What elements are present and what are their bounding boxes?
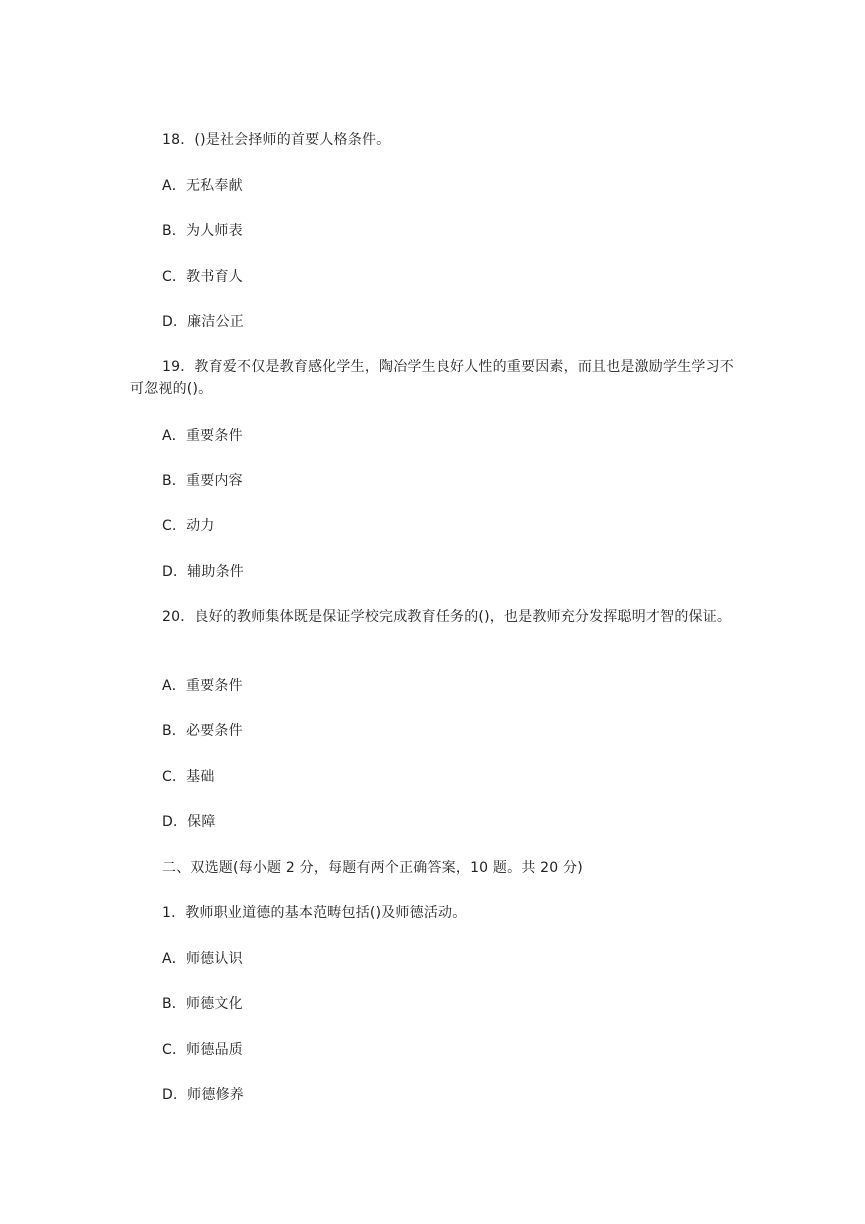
question-19-option-a: A．重要条件	[162, 428, 243, 444]
section-heading: 二、双选题(每小题 2 分，每题有两个正确答案，10 题。共 20 分)	[162, 860, 583, 876]
question-20-option-c: C．基础	[162, 769, 215, 785]
question-20-stem: 20．良好的教师集体既是保证学校完成教育任务的()，也是教师充分发挥聪明才智的保证。	[162, 609, 732, 625]
question-s2-1-option-a: A．师德认识	[162, 951, 243, 967]
question-19-option-c: C．动力	[162, 518, 215, 534]
question-20-option-a: A．重要条件	[162, 678, 243, 694]
question-18-option-a: A．无私奉献	[162, 178, 243, 194]
question-s2-1-option-b: B．师德文化	[162, 996, 243, 1012]
question-s2-1-option-c: C．师德品质	[162, 1042, 243, 1058]
question-19-stem: 19．教育爱不仅是教育感化学生，陶冶学生良好人性的重要因素，而且也是激励学生学习不可忽视的()。	[130, 359, 735, 397]
question-20-option-b: B．必要条件	[162, 723, 243, 739]
question-19-option-d: D．辅助条件	[162, 564, 244, 580]
question-18-option-d: D．廉洁公正	[162, 314, 244, 330]
question-18-stem: 18．()是社会择师的首要人格条件。	[162, 132, 391, 148]
question-19-option-b: B．重要内容	[162, 473, 243, 489]
question-s2-1-stem: 1．教师职业道德的基本范畴包括()及师德活动。	[162, 905, 467, 921]
question-18-option-c: C．教书育人	[162, 269, 243, 285]
question-s2-1-option-d: D．师德修养	[162, 1087, 244, 1103]
question-18-option-b: B．为人师表	[162, 223, 243, 239]
question-20-option-d: D．保障	[162, 814, 216, 830]
